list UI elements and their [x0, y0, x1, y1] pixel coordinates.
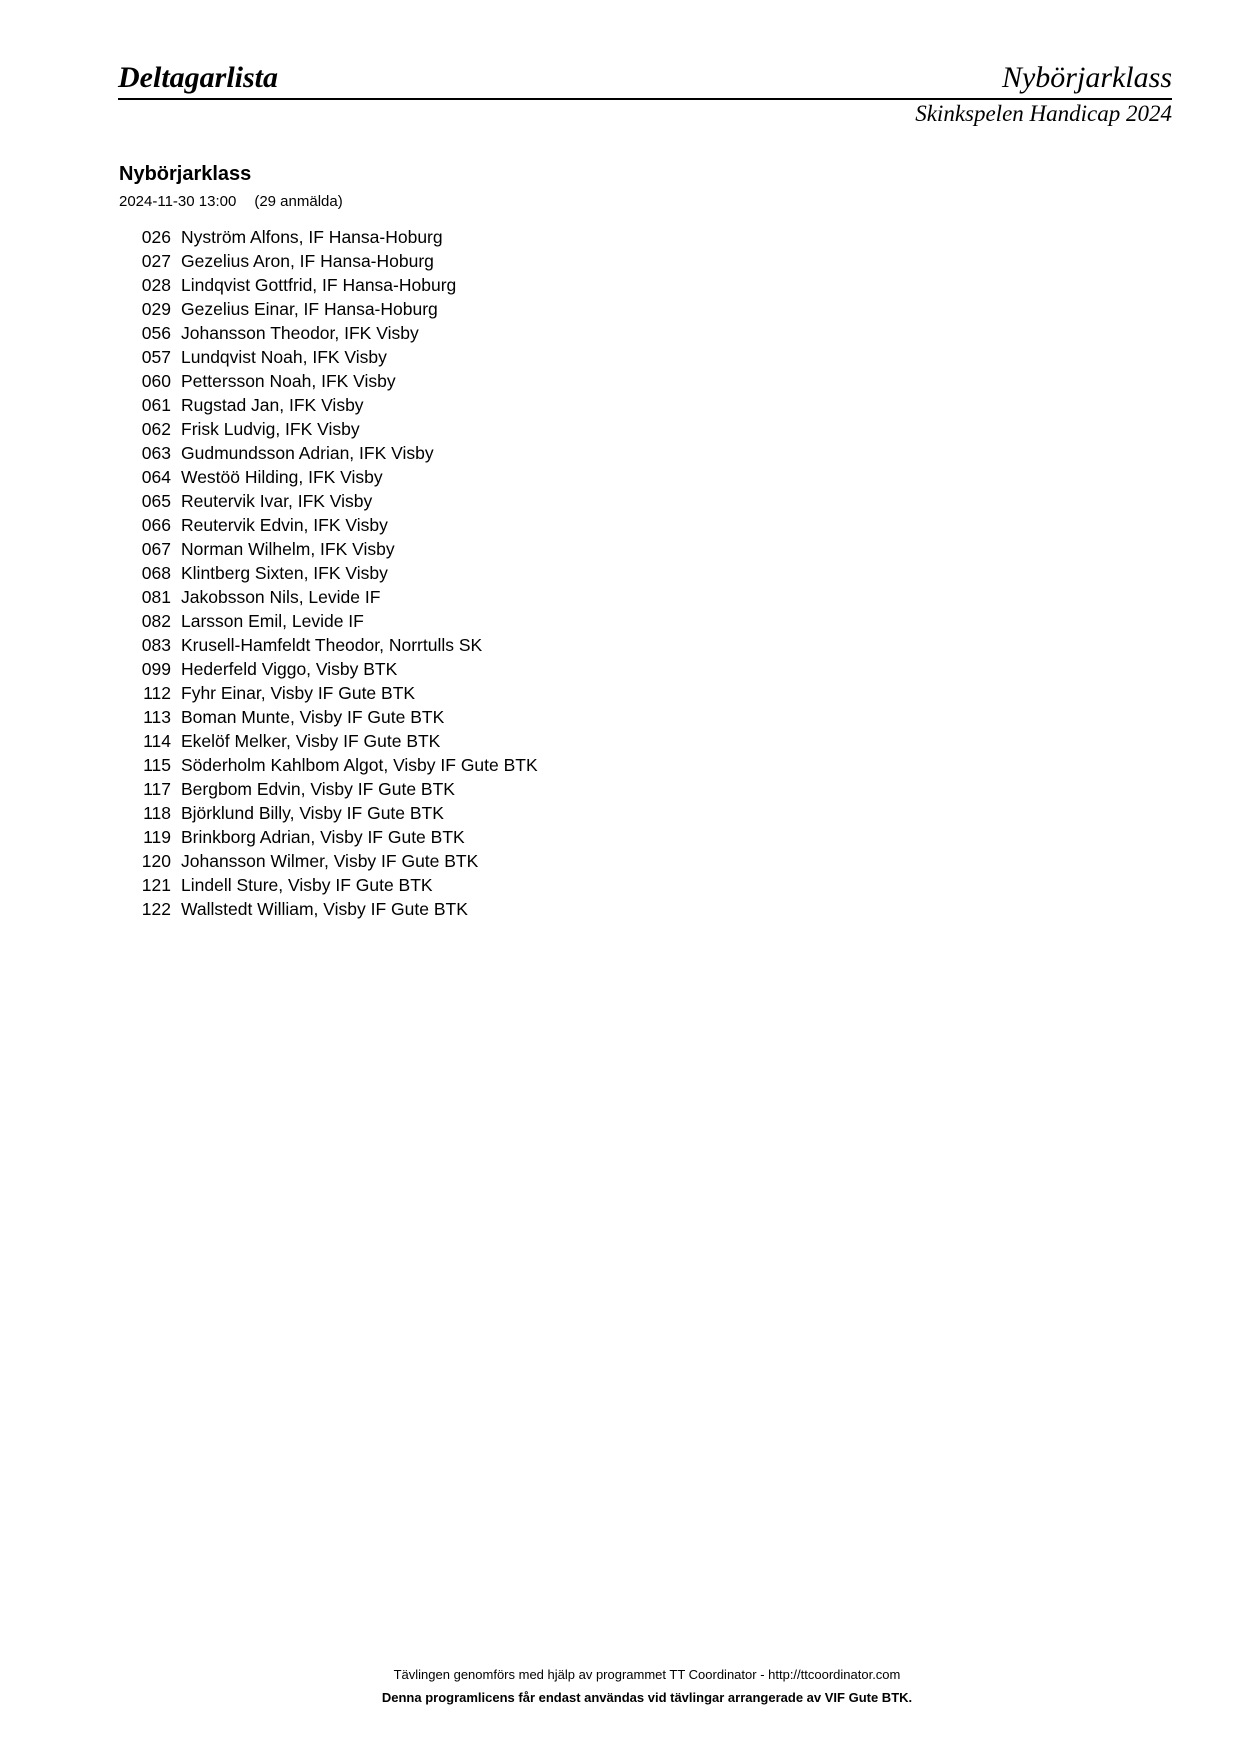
list-item — [130, 225, 538, 249]
participant-number: 065 — [141, 491, 171, 511]
participant-number: 115 — [143, 755, 171, 775]
participant-name: Björklund Billy, Visby IF Gute BTK — [181, 803, 444, 823]
participant-number: 114 — [143, 731, 171, 751]
participant-name: Johansson Theodor, IFK Visby — [181, 323, 419, 343]
participant-number: 029 — [141, 299, 171, 319]
participant-name: Reutervik Edvin, IFK Visby — [181, 515, 388, 535]
participant-name: Jakobsson Nils, Levide IF — [181, 587, 381, 607]
participant-name: Reutervik Ivar, IFK Visby — [181, 491, 373, 511]
list-item — [130, 633, 538, 657]
class-title: Nybörjarklass — [1001, 61, 1172, 94]
list-item — [130, 897, 538, 921]
participant-name: Gudmundsson Adrian, IFK Visby — [181, 443, 434, 463]
section-title: Nybörjarklass — [119, 163, 252, 185]
page-header — [118, 58, 1172, 100]
list-item — [130, 585, 538, 609]
participant-number: 117 — [143, 779, 171, 799]
participant-name: Klintberg Sixten, IFK Visby — [181, 563, 388, 583]
participant-name: Wallstedt William, Visby IF Gute BTK — [181, 899, 468, 919]
list-item — [130, 801, 538, 825]
registered-count: (29 anmälda) — [254, 193, 343, 210]
participant-name: Lindell Sture, Visby IF Gute BTK — [181, 875, 433, 895]
start-datetime: 2024-11-30 13:00 — [119, 193, 237, 210]
participant-name: Fyhr Einar, Visby IF Gute BTK — [181, 683, 416, 703]
list-item — [130, 873, 538, 897]
participant-number: 062 — [141, 419, 171, 439]
participant-name: Frisk Ludvig, IFK Visby — [181, 419, 360, 439]
participant-number: 067 — [141, 539, 171, 559]
participant-name: Krusell-Hamfeldt Theodor, Norrtulls SK — [181, 635, 483, 655]
footer-license-note: Denna programlicens får endast användas vid tävlingar arrangerade av VIF Gute BTK. — [381, 1690, 913, 1705]
participant-number: 099 — [141, 659, 171, 679]
participant-number: 083 — [141, 635, 171, 655]
participant-name: Westöö Hilding, IFK Visby — [181, 467, 383, 487]
list-item — [130, 849, 538, 873]
participant-number: 118 — [143, 803, 171, 823]
participant-number: 064 — [141, 467, 171, 487]
list-item — [130, 753, 538, 777]
participant-name: Rugstad Jan, IFK Visby — [181, 395, 364, 415]
section-meta — [119, 193, 343, 210]
list-item — [130, 561, 538, 585]
participant-number: 057 — [141, 347, 171, 367]
participant-name: Gezelius Einar, IF Hansa-Hoburg — [181, 299, 438, 319]
participant-number: 113 — [143, 707, 171, 727]
list-item — [130, 777, 538, 801]
list-item — [130, 465, 538, 489]
participant-number: 121 — [141, 875, 171, 895]
participant-number: 027 — [141, 251, 171, 271]
list-item — [130, 273, 538, 297]
participant-name: Ekelöf Melker, Visby IF Gute BTK — [181, 731, 441, 751]
list-item — [130, 705, 538, 729]
list-item — [130, 657, 538, 681]
list-item — [130, 297, 538, 321]
list-item — [130, 417, 538, 441]
competition-name: Skinkspelen Handicap 2024 — [915, 101, 1172, 126]
participant-number: 081 — [141, 587, 171, 607]
participant-name: Söderholm Kahlbom Algot, Visby IF Gute BTK — [181, 755, 538, 775]
participant-name: Gezelius Aron, IF Hansa-Hoburg — [181, 251, 434, 271]
list-item — [130, 393, 538, 417]
participant-number: 112 — [143, 683, 171, 703]
participant-name: Pettersson Noah, IFK Visby — [181, 371, 396, 391]
participant-name: Boman Munte, Visby IF Gute BTK — [181, 707, 445, 727]
list-item — [130, 321, 538, 345]
participant-number: 068 — [141, 563, 171, 583]
participant-number: 122 — [141, 899, 171, 919]
list-item — [130, 537, 538, 561]
list-item — [130, 681, 538, 705]
document-title: Deltagarlista — [118, 61, 279, 94]
participant-name: Lundqvist Noah, IFK Visby — [181, 347, 387, 367]
list-item — [130, 609, 538, 633]
list-item — [130, 369, 538, 393]
participant-number: 060 — [141, 371, 171, 391]
participant-number: 056 — [141, 323, 171, 343]
list-item — [130, 825, 538, 849]
list-item — [130, 513, 538, 537]
participant-number: 028 — [141, 275, 171, 295]
participant-number: 120 — [141, 851, 171, 871]
list-item — [130, 729, 538, 753]
list-item — [130, 249, 538, 273]
list-item — [130, 441, 538, 465]
list-item — [130, 489, 538, 513]
list-item — [130, 345, 538, 369]
participant-list — [130, 225, 538, 921]
participant-name: Larsson Emil, Levide IF — [181, 611, 364, 631]
participant-number: 063 — [141, 443, 171, 463]
participant-name: Norman Wilhelm, IFK Visby — [181, 539, 395, 559]
participant-number: 026 — [141, 227, 171, 247]
footer-software-note: Tävlingen genomförs med hjälp av programmet TT Coordinator - http://ttcoordinator.com — [393, 1667, 901, 1682]
participant-name: Johansson Wilmer, Visby IF Gute BTK — [181, 851, 479, 871]
participant-name: Nyström Alfons, IF Hansa-Hoburg — [181, 227, 443, 247]
participant-number: 082 — [141, 611, 171, 631]
participant-name: Hederfeld Viggo, Visby BTK — [181, 659, 398, 679]
participant-name: Brinkborg Adrian, Visby IF Gute BTK — [181, 827, 465, 847]
participant-name: Lindqvist Gottfrid, IF Hansa-Hoburg — [181, 275, 457, 295]
participant-number: 061 — [141, 395, 171, 415]
participant-number: 066 — [141, 515, 171, 535]
participant-name: Bergbom Edvin, Visby IF Gute BTK — [181, 779, 455, 799]
participant-number: 119 — [143, 827, 171, 847]
